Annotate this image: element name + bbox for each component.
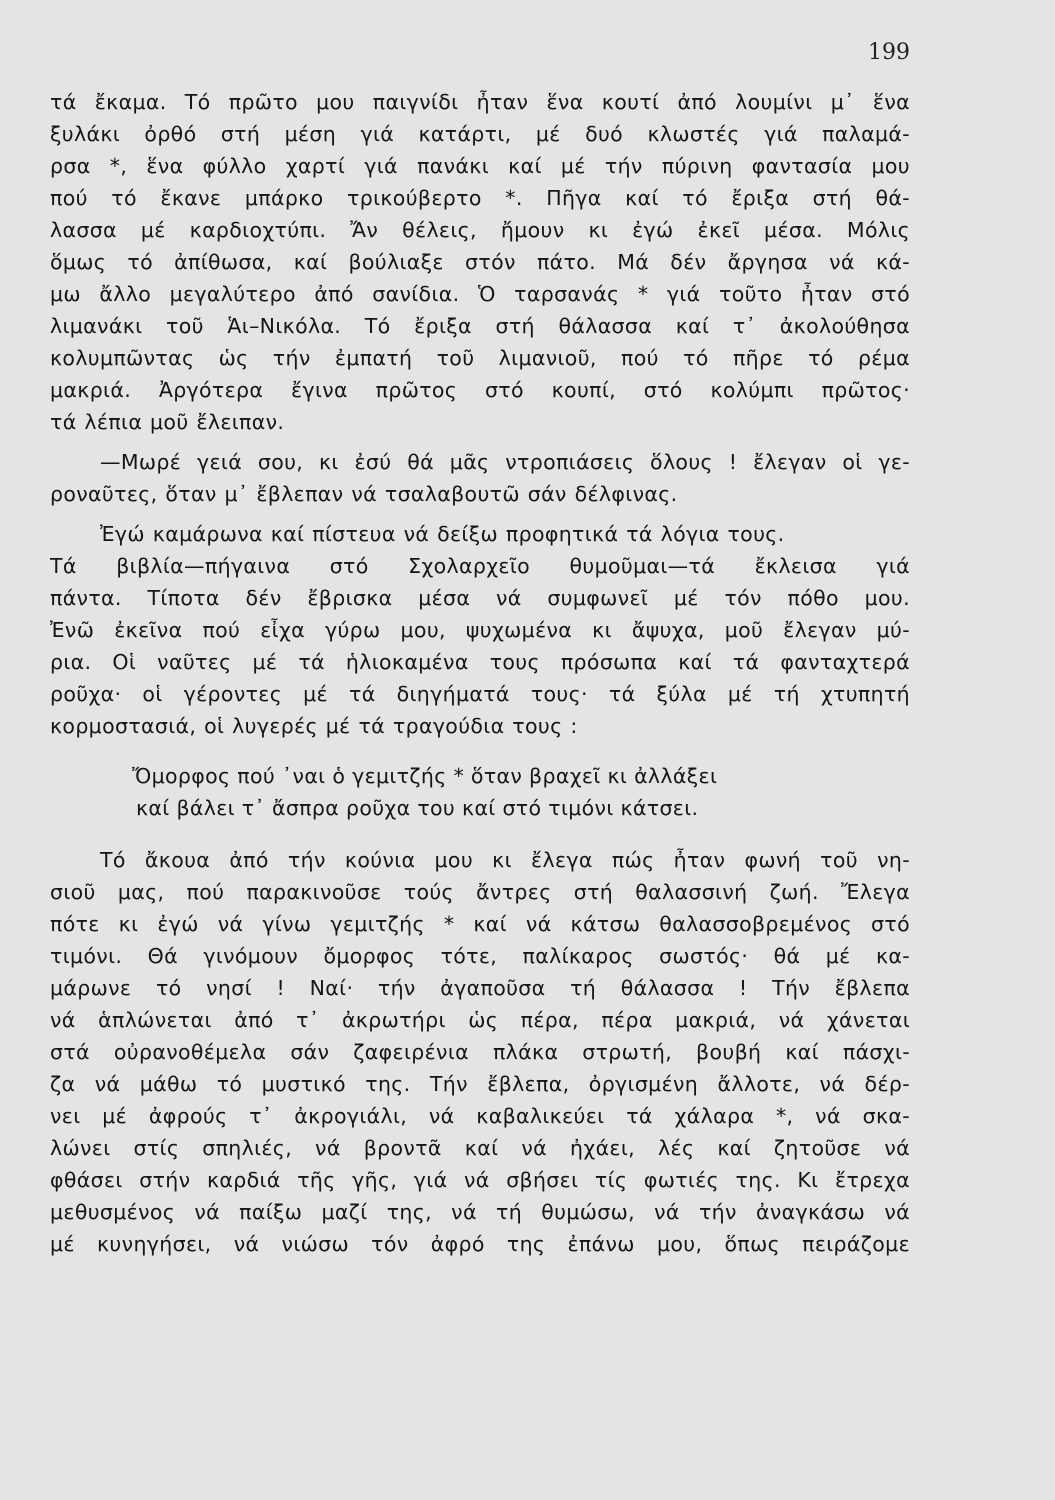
text-line: ζα νά μάθω τό μυστικό της. Τήν ἔβλεπα, ὀργισμένη ἄλλοτε, νά δέρ- [50, 1072, 910, 1096]
text-line: πότε κι ἐγώ νά γίνω γεμιτζής * καί νά κάτσω θαλασσοβρεμένος στό [50, 912, 910, 936]
paragraph-3 [50, 518, 910, 742]
text-line: λασσα μέ καρδιοχτύπι. Ἄν θέλεις, ἤμουν κι ἐγώ ἐκεῖ μέσα. Μόλις [50, 218, 910, 242]
page-number: 199 [868, 40, 910, 65]
text-line: σιοῦ μας, πού παρακινοῦσε τούς ἄντρες στή θαλασσινή ζωή. Ἔλεγα [50, 880, 910, 904]
text-line: νει μέ ἀφρούς τ᾽ ἀκρογιάλι, νά καβαλικεύει τά χάλαρα *, νά σκα- [50, 1104, 910, 1128]
text-line: ὅμως τό ἀπίθωσα, καί βούλιαξε στόν πάτο. Μά δέν ἄργησα νά κά- [50, 250, 910, 274]
text-line: ρια. Οἱ ναῦτες μέ τά ἡλιοκαμένα τους πρόσωπα καί τά φανταχτερά [50, 650, 910, 674]
text-line: Τό ἄκουα ἀπό τήν κούνια μου κι ἔλεγα πώς ἦταν φωνή τοῦ νη- [100, 848, 910, 872]
text-line: νά ἁπλώνεται ἀπό τ᾽ ἀκρωτήρι ὡς πέρα, πέρα μακριά, νά χάνεται [50, 1008, 910, 1032]
text-line: φθάσει στήν καρδιά τῆς γῆς, γιά νά σβήσει τίς φωτιές της. Κι ἔτρεχα [50, 1168, 910, 1192]
text-line: τιμόνι. Θά γινόμουν ὄμορφος τότε, παλίκαρος σωστός· θά μέ κα- [50, 944, 910, 968]
text-line: —Μωρέ γειά σου, κι ἐσύ θά μᾶς ντροπιάσεις ὅλους ! ἔλεγαν οἱ γε- [100, 450, 910, 474]
paragraph-1 [50, 86, 910, 438]
text-line: μακριά. Ἀργότερα ἔγινα πρῶτος στό κουπί, στό κολύμπι πρῶτος· [50, 378, 910, 402]
paragraph-4 [50, 844, 910, 1260]
text-line: μάρωνε τό νησί ! Ναί· τήν ἀγαποῦσα τή θάλασσα ! Τήν ἔβλεπα [50, 976, 910, 1000]
text-line: ροναῦτες, ὅταν μ᾽ ἔβλεπαν νά τσαλαβουτῶ σάν δέλφινας. [50, 482, 678, 506]
verse-line: Ὄμορφος πού ᾽ναι ὁ γεμιτζής * ὅταν βραχεῖ κι ἀλλάξει [132, 764, 718, 788]
text-line: ξυλάκι ὀρθό στή μέση γιά κατάρτι, μέ δυό κλωστές γιά παλαμά- [50, 122, 910, 146]
text-line: κολυμπῶντας ὡς τήν ἐμπατή τοῦ λιμανιοῦ, πού τό πῆρε τό ρέμα [50, 346, 910, 370]
text-line: κορμοστασιά, οἱ λυγερές μέ τά τραγούδια τους : [50, 714, 578, 738]
text-line: λιμανάκι τοῦ Ἁι–Νικόλα. Τό ἔριξα στή θάλασσα καί τ᾽ ἀκολούθησα [50, 314, 910, 338]
text-line: Ἐνῶ ἐκεῖνα πού εἶχα γύρω μου, ψυχωμένα κι ἄψυχα, μοῦ ἔλεγαν μύ- [50, 618, 910, 642]
text-line: τά ἔκαμα. Τό πρῶτο μου παιγνίδι ἦταν ἕνα κουτί ἀπό λουμίνι μ᾽ ἕνα [50, 90, 910, 114]
text-line: ροῦχα· οἱ γέροντες μέ τά διηγήματά τους· τά ξύλα μέ τή χτυπητή [50, 682, 910, 706]
text-line: Ἐγώ καμάρωνα καί πίστευα νά δείξω προφητικά τά λόγια τους. [100, 522, 785, 546]
text-line: ρσα *, ἕνα φύλλο χαρτί γιά πανάκι καί μέ τήν πύρινη φαντασία μου [50, 154, 910, 178]
text-line: τά λέπια μοῦ ἔλειπαν. [50, 410, 285, 434]
text-line: Τά βιβλία—πήγαινα στό Σχολαρχεῖο θυμοῦμαι—τά ἔκλεισα γιά [50, 554, 910, 578]
verse-line: καί βάλει τ᾽ ἄσπρα ροῦχα του καί στό τιμόνι κάτσει. [136, 796, 699, 820]
text-line: λώνει στίς σπηλιές, νά βροντᾶ καί νά ἠχάει, λές καί ζητοῦσε νά [50, 1136, 910, 1160]
text-line: μεθυσμένος νά παίξω μαζί της, νά τή θυμώσω, νά τήν ἀναγκάσω νά [50, 1200, 910, 1224]
verse-quote [50, 760, 910, 824]
text-line: πού τό ἔκανε μπάρκο τρικούβερτο *. Πῆγα καί τό ἔριξα στή θά- [50, 186, 910, 210]
body-text [50, 86, 910, 1260]
paragraph-2 [50, 446, 910, 510]
text-line: μέ κυνηγήσει, νά νιώσω τόν ἀφρό της ἐπάνω μου, ὅπως πειράζομε [50, 1232, 910, 1256]
text-line: μω ἄλλο μεγαλύτερο ἀπό σανίδια. Ὁ ταρσανάς * γιά τοῦτο ἦταν στό [50, 282, 910, 306]
text-line: στά οὐρανοθέμελα σάν ζαφειρένια πλάκα στρωτή, βουβή καί πάσχι- [50, 1040, 910, 1064]
text-line: πάντα. Τίποτα δέν ἔβρισκα μέσα νά συμφωνεῖ μέ τόν πόθο μου. [50, 586, 910, 610]
